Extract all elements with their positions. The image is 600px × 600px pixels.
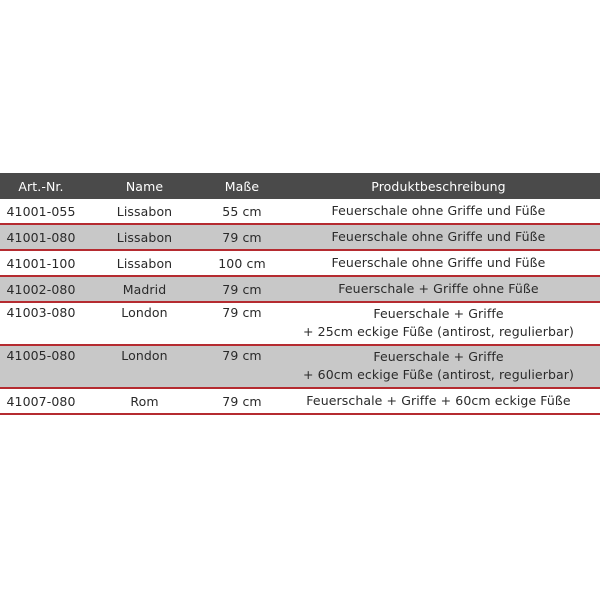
cell-masse: 79 cm xyxy=(222,305,262,320)
table-row xyxy=(0,199,600,225)
cell-description xyxy=(277,348,600,384)
table-row xyxy=(0,225,600,251)
table-row xyxy=(0,251,600,277)
cell-art-nr: 41007-080 xyxy=(6,393,76,409)
table-header xyxy=(0,173,600,199)
cell-art-nr: 41001-080 xyxy=(6,229,76,245)
description-line: Feuerschale ohne Griffe und Füße xyxy=(331,229,546,244)
cell-name: Madrid xyxy=(122,281,167,297)
description-line: Feuerschale ohne Griffe und Füße xyxy=(331,203,546,218)
description-line: + 25cm eckige Füße (antirost, regulierbar) xyxy=(303,324,574,339)
cell-art-nr: 41001-100 xyxy=(6,255,76,271)
cell-masse: 100 cm xyxy=(218,255,266,271)
cell-masse: 79 cm xyxy=(222,229,262,245)
cell-name: London xyxy=(121,348,168,363)
cell-masse: 55 cm xyxy=(222,203,262,219)
cell-masse: 79 cm xyxy=(222,393,262,409)
cell-art-nr: 41003-080 xyxy=(6,305,76,320)
table-row xyxy=(0,389,600,415)
header-produktbeschreibung: Produktbeschreibung xyxy=(371,178,506,194)
cell-art-nr: 41001-055 xyxy=(6,203,76,219)
cell-description xyxy=(277,281,600,297)
description-line: Feuerschale + Griffe + 60cm eckige Füße xyxy=(306,393,571,408)
cell-name: Lissabon xyxy=(116,203,173,219)
cell-description xyxy=(277,203,600,219)
table-row xyxy=(0,277,600,303)
cell-description xyxy=(277,305,600,341)
cell-description xyxy=(277,229,600,245)
cell-description xyxy=(277,255,600,271)
header-name: Name xyxy=(125,178,164,194)
table-row xyxy=(0,303,600,346)
header-art-nr: Art.-Nr. xyxy=(18,178,64,194)
cell-masse: 79 cm xyxy=(222,281,262,297)
cell-name: London xyxy=(121,305,168,320)
cell-art-nr: 41002-080 xyxy=(6,281,76,297)
description-line: + 60cm eckige Füße (antirost, regulierbar) xyxy=(303,367,574,382)
cell-masse: 79 cm xyxy=(222,348,262,363)
cell-name: Lissabon xyxy=(116,229,173,245)
cell-art-nr: 41005-080 xyxy=(6,348,76,363)
cell-description xyxy=(277,393,600,409)
description-line: Feuerschale ohne Griffe und Füße xyxy=(331,255,546,270)
cell-name: Rom xyxy=(130,393,159,409)
cell-name: Lissabon xyxy=(116,255,173,271)
product-table xyxy=(0,173,600,415)
header-masse: Maße xyxy=(224,178,260,194)
description-line: Feuerschale + Griffe xyxy=(373,349,504,364)
table-row xyxy=(0,346,600,389)
description-line: Feuerschale + Griffe ohne Füße xyxy=(338,281,539,296)
description-line: Feuerschale + Griffe xyxy=(373,306,504,321)
